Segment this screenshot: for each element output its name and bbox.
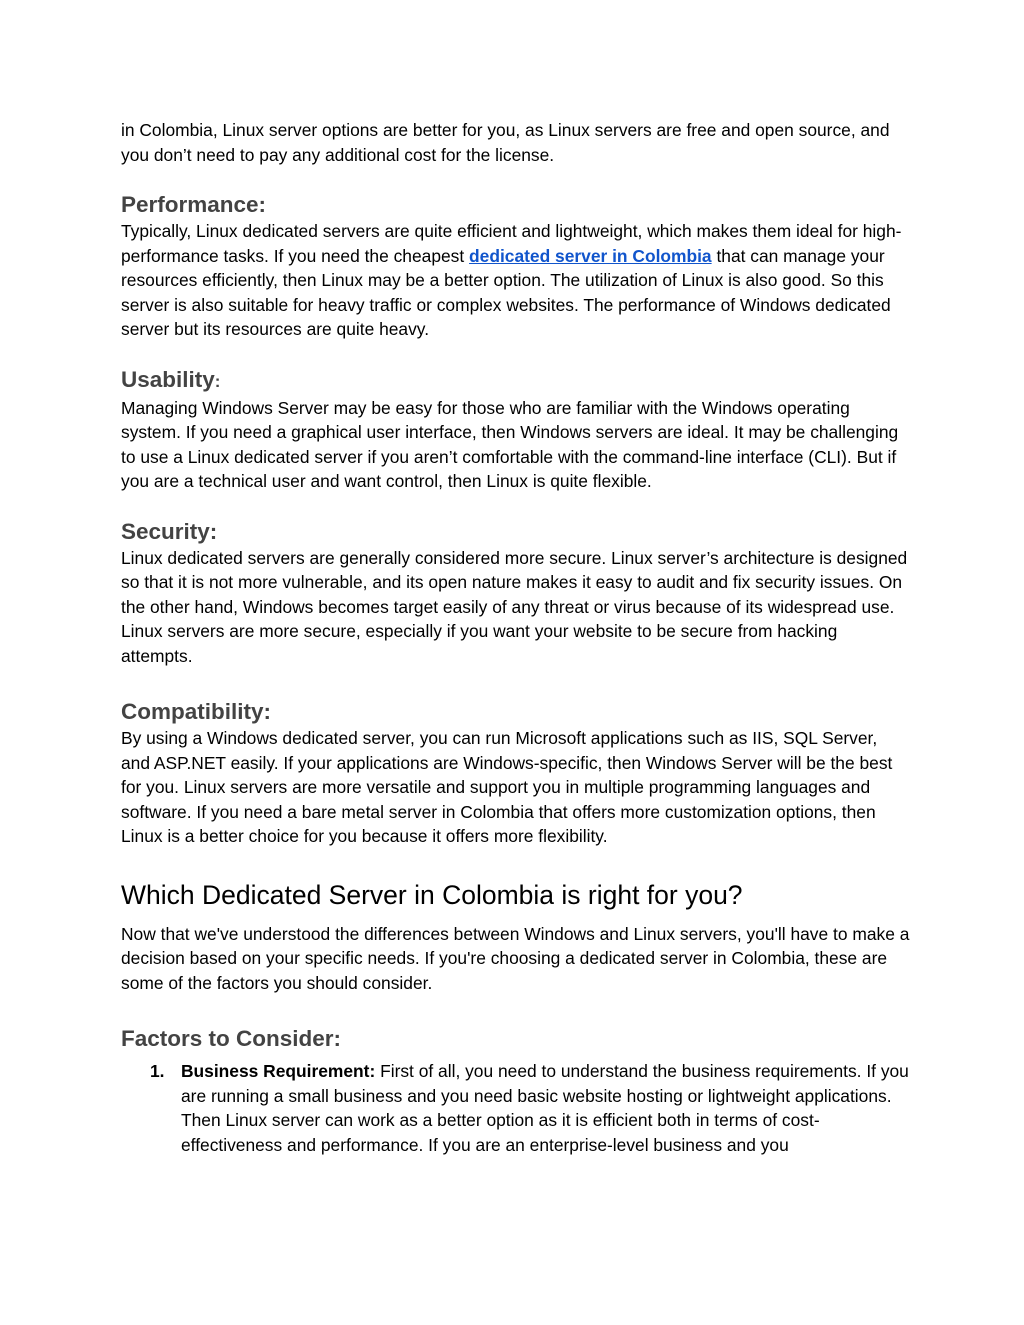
which-server-heading: Which Dedicated Server in Colombia is right for you? bbox=[121, 879, 743, 910]
performance-paragraph bbox=[121, 219, 911, 342]
security-heading: Security: bbox=[121, 518, 218, 544]
usability-paragraph: Managing Windows Server may be easy for those who are familiar with the Windows operating system. If you need a graphical user interface, then Windows servers are ideal. It may be challenging to use a Linux dedicated server if you aren’t comfortable with the command-line interface (CLI). But if you are a technical user and want control, then Linux is quite flexible. bbox=[121, 397, 899, 491]
list-item-number: 1. bbox=[150, 1061, 165, 1081]
factors-heading: Factors to Consider: bbox=[121, 1026, 342, 1051]
factors-list bbox=[121, 1059, 911, 1157]
performance-heading: Performance: bbox=[121, 192, 267, 217]
usability-heading-text: Usability bbox=[121, 366, 215, 392]
intro-paragraph: in Colombia, Linux server options are better for you, as Linux servers are free and open source, and you don’t need to pay any additional cost for the license. bbox=[121, 120, 890, 165]
compatibility-paragraph: By using a Windows dedicated server, you can run Microsoft applications such as IIS, SQL Server, and ASP.NET easily. If your applications are Windows-specific, then Windows Server will be the best for you. Linux servers are more versatile and support you in multiple programming languages and software. If you need a bare metal server in Colombia that offers more customization options, then Linux is a better choice for you because it offers more flexibility. bbox=[121, 728, 893, 846]
which-server-paragraph: Now that we've understood the differences between Windows and Linux servers, you'll have to make a decision based on your specific needs. If you're choosing a dedicated server in Colombia, these are some of the factors you should consider. bbox=[121, 923, 910, 993]
usability-heading-colon: : bbox=[214, 371, 221, 391]
security-paragraph: Linux dedicated servers are generally considered more secure. Linux server’s architecture is designed so that it is not more vulnerable, and its open nature makes it easy to audit and fix security issues. On the other hand, Windows becomes target easily of any threat or virus because of its widespread use. Linux servers are more secure, especially if you want your website to be secure from hacking attempts. bbox=[121, 547, 908, 666]
list-item bbox=[121, 1059, 911, 1157]
dedicated-server-colombia-link[interactable]: dedicated server in Colombia bbox=[469, 245, 712, 266]
compatibility-heading: Compatibility: bbox=[121, 699, 271, 724]
document-page bbox=[121, 118, 911, 1157]
list-item-term: Business Requirement: bbox=[181, 1061, 376, 1081]
performance-text-after-link: that can manage your resources efficiently, then Linux may be a better option. The utilization of Linux is also good. So this server is also suitable for heavy traffic or complex websites. The performance of Windows dedicated server but its resources are quite heavy. bbox=[121, 245, 891, 339]
list-item-text: First of all, you need to understand the business requirements. If you are running a small business and you need basic website hosting or lightweight applications. Then Linux server can work as a better option as it is efficient both in terms of cost-effectiveness and performance. If you are an enterprise-level business and you bbox=[181, 1061, 909, 1155]
performance-text-before-link: Typically, Linux dedicated servers are quite efficient and lightweight, which makes them ideal for high-performance tasks. If you need the cheapest bbox=[121, 221, 902, 266]
usability-heading bbox=[121, 366, 911, 396]
